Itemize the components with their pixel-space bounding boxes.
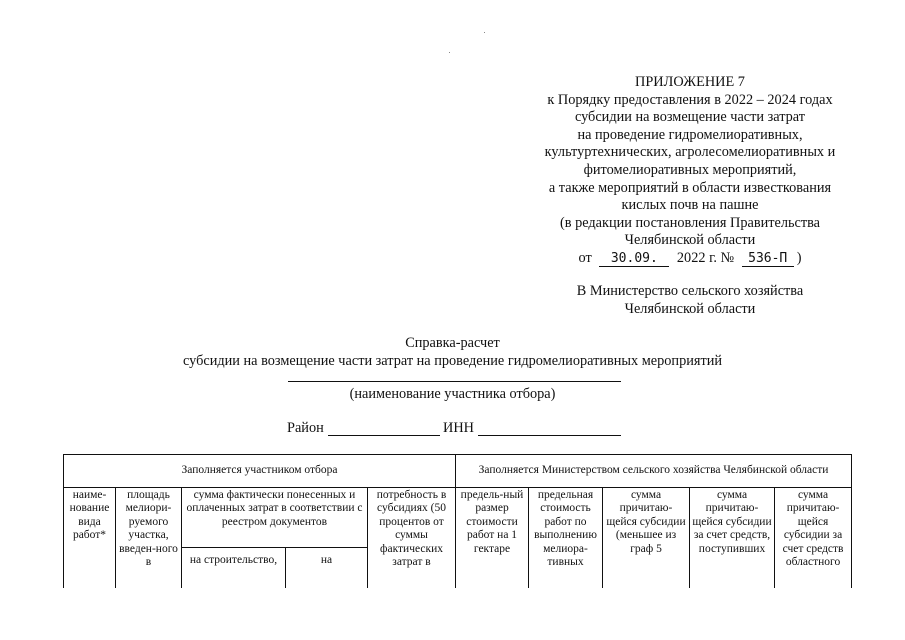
column-header: площадь мелиори-руемого участка, введен-ного в <box>116 488 182 596</box>
appendix-line: Челябинской области <box>624 232 756 249</box>
appendix-line: на проведение гидромелиоративных, <box>577 126 803 143</box>
appendix-line: культуртехнических, агролесомелиоративных и <box>544 144 836 161</box>
column-header: наиме-нование вида работ* <box>64 488 116 596</box>
calculation-table <box>63 454 852 596</box>
sub-column-header: на строительство, <box>182 548 286 596</box>
resolution-number: 536-П <box>742 252 794 267</box>
year-text: 2022 г. № <box>676 249 735 266</box>
column-header: предельная стоимость работ по выполнению мелиора-тивных <box>529 488 603 596</box>
recipient-line: В Министерство сельского хозяйства <box>576 283 804 299</box>
group-header-participant: Заполняется участником отбора <box>64 455 456 488</box>
recipient-line: Челябинской области <box>624 300 756 317</box>
district-line <box>328 435 440 436</box>
document-subtitle: субсидии на возмещение части затрат на проведение гидромелиоративных мероприятий <box>182 353 723 369</box>
closing-paren: ) <box>796 249 802 266</box>
participant-name-line <box>288 381 621 382</box>
appendix-line: к Порядку предоставления в 2022 – 2024 годах <box>547 91 833 108</box>
column-header: потребность в субсидиях (50 процентов от суммы фактических затрат в <box>368 488 456 596</box>
inn-label: ИНН <box>443 420 474 436</box>
appendix-line: кислых почв на пашне <box>621 197 759 214</box>
district-label: Район <box>287 420 324 436</box>
document-title: Справка-расчет <box>405 335 500 351</box>
scan-speck <box>484 32 485 33</box>
column-header: сумма фактически понесенных и оплаченных затрат в соответствии с реестром документов <box>182 488 368 548</box>
appendix-line: а также мероприятий в области известкования <box>548 179 832 196</box>
appendix-line: субсидии на возмещение части затрат <box>574 109 806 126</box>
column-header: сумма причитаю-щейся субсидии (меньшее из граф 5 <box>603 488 690 596</box>
sub-column-header: на <box>286 548 368 596</box>
appendix-heading: ПРИЛОЖЕНИЕ 7 <box>635 74 745 90</box>
resolution-date: 30.09. <box>599 252 669 267</box>
inn-line <box>478 435 621 436</box>
resolution-date-line <box>500 250 880 268</box>
page-crop <box>0 588 905 640</box>
scan-speck <box>449 52 450 53</box>
appendix-line: фитомелиоративных мероприятий, <box>583 161 797 178</box>
column-header: предель-ный размер стоимости работ на 1 гектаре <box>456 488 529 596</box>
recipient-block <box>500 283 880 318</box>
column-header: сумма причитаю-щейся субсидии за счет средств, поступивших <box>690 488 775 596</box>
participant-caption: (наименование участника отбора) <box>349 386 556 402</box>
group-header-ministry: Заполняется Министерством сельского хозяйства Челябинской области <box>456 455 852 488</box>
appendix-block <box>500 74 880 268</box>
date-prefix: от <box>578 249 592 266</box>
column-header: сумма причитаю-щейся субсидии за счет средств областного <box>775 488 852 596</box>
appendix-line: (в редакции постановления Правительства <box>559 214 821 231</box>
